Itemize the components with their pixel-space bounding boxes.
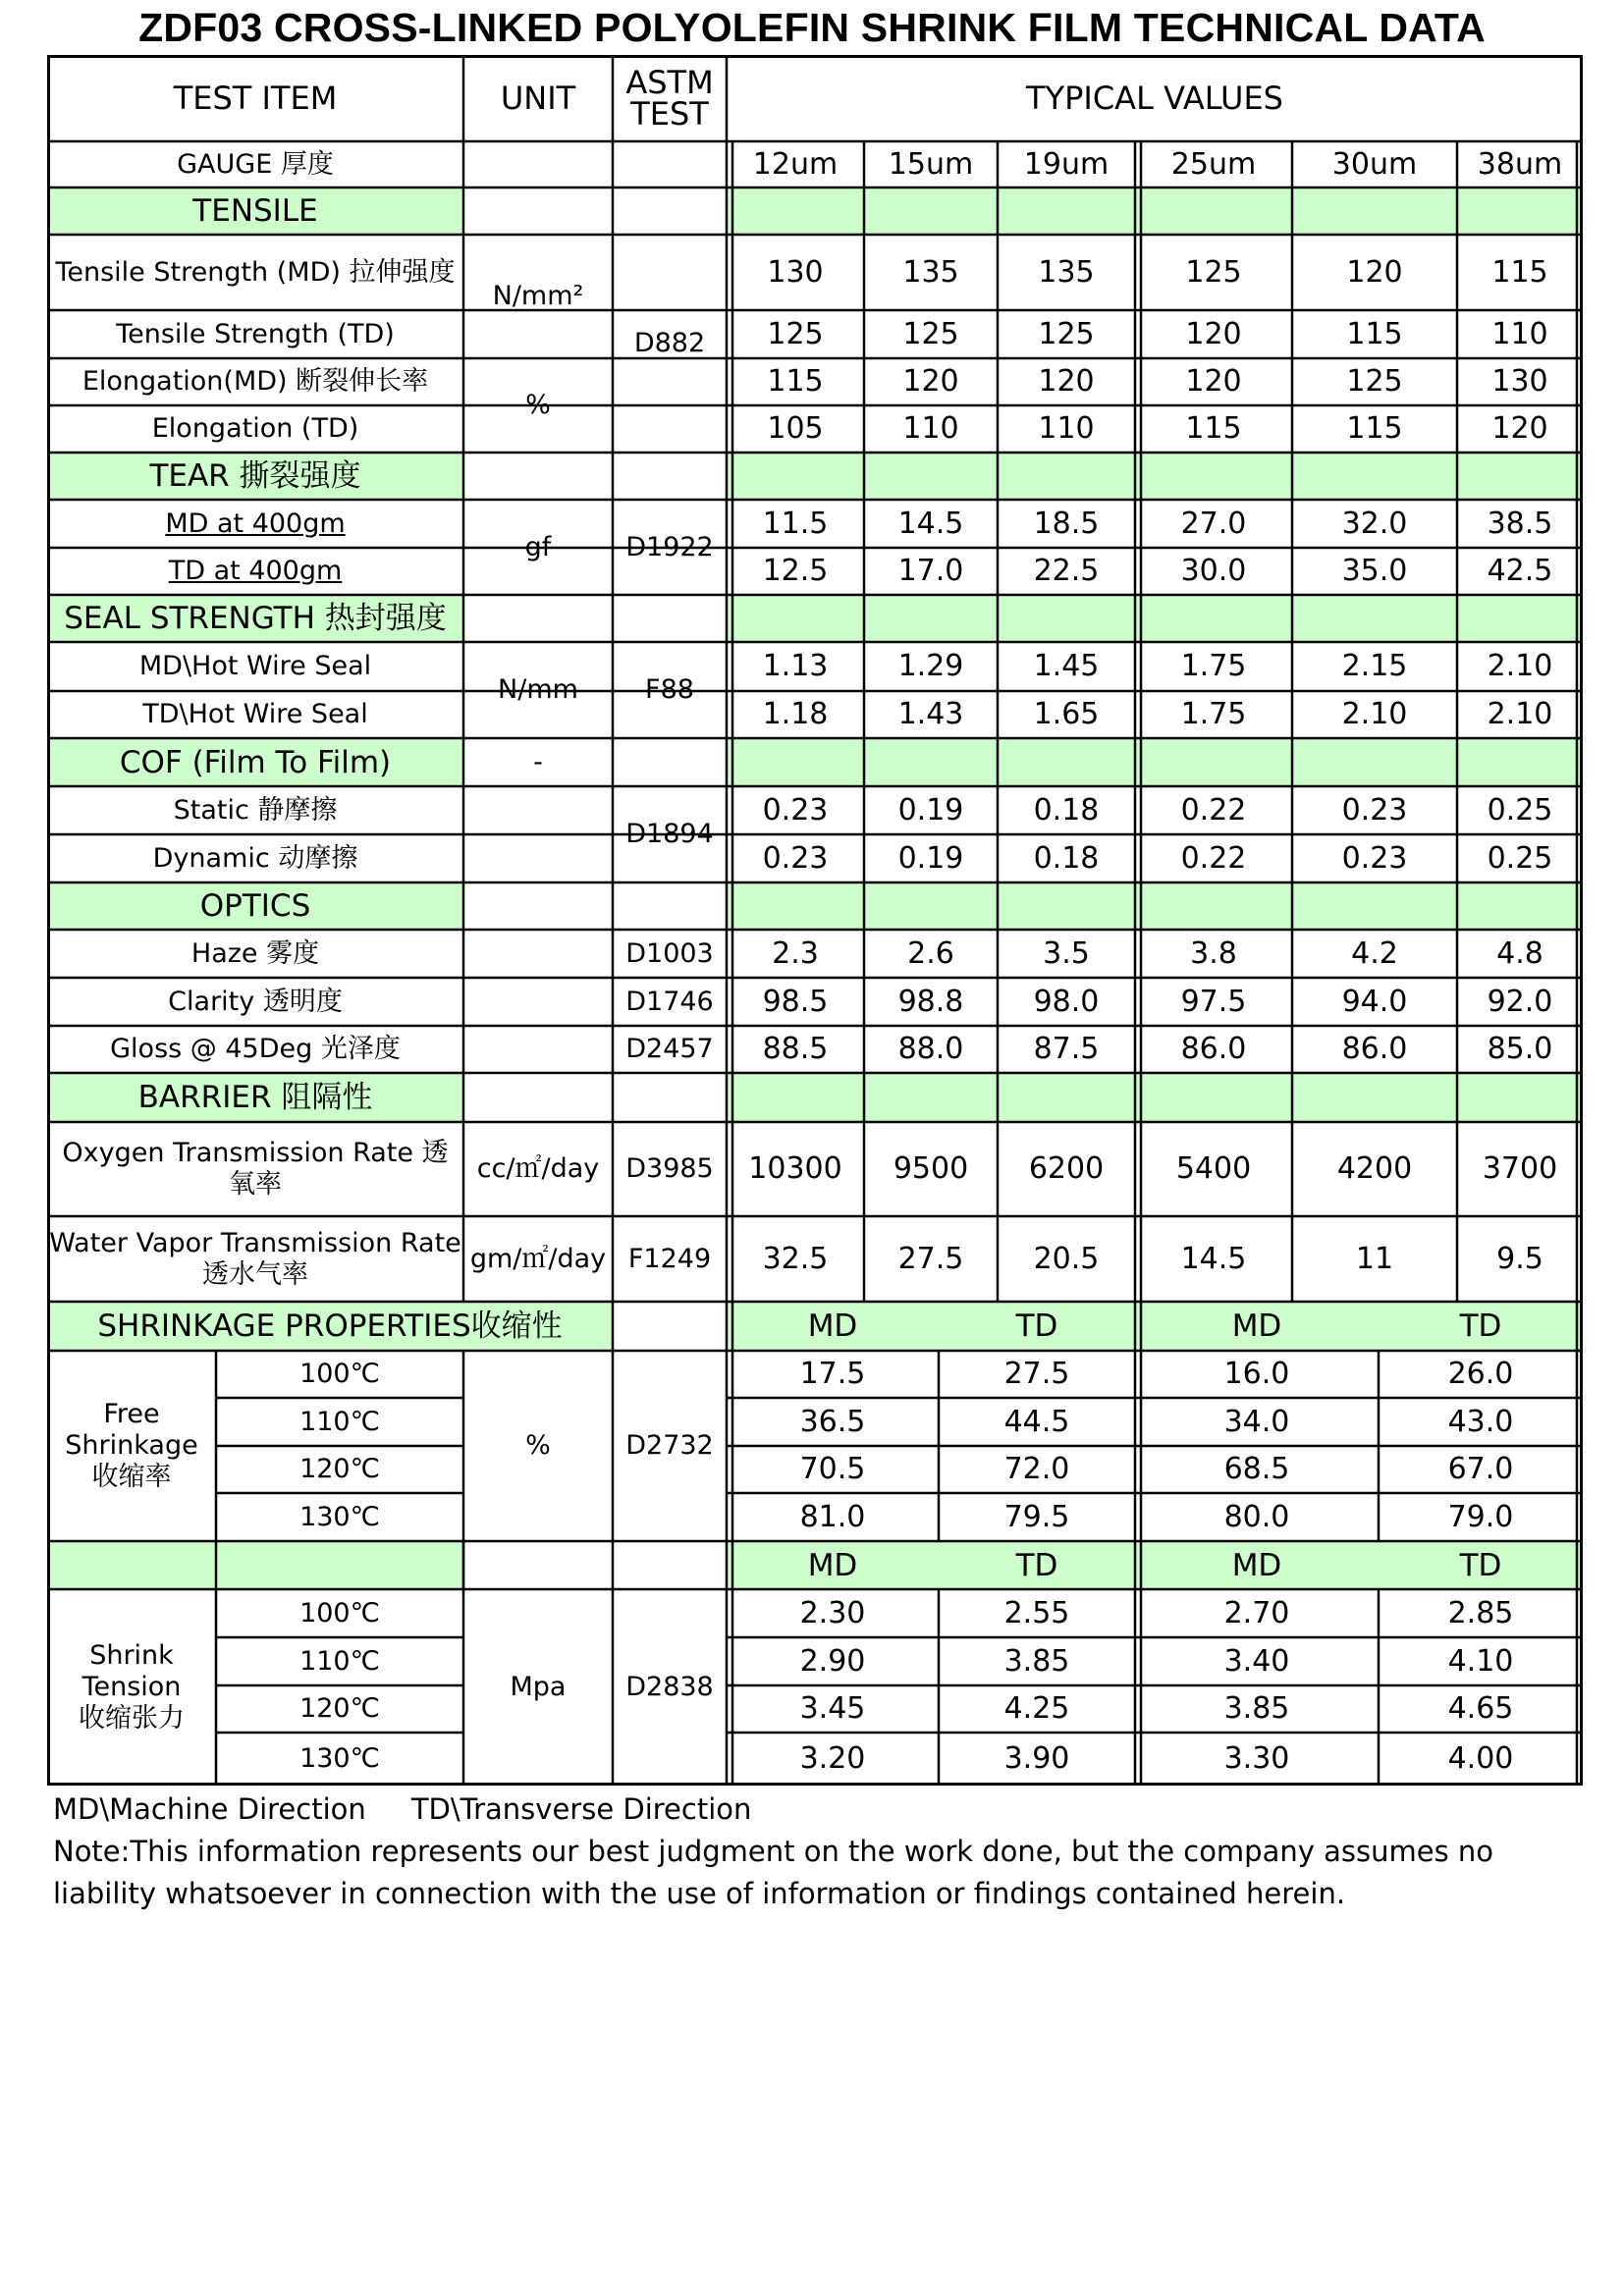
table-cell: 17.0 [897,554,964,588]
direction-header: MD [807,1547,858,1583]
table-cell: 125 [1185,254,1242,290]
table-cell: 3700 [1482,1151,1558,1186]
gauge-value: 15um [888,146,974,182]
table-cell: 4.65 [1447,1691,1514,1726]
temperature-label: 120℃ [299,1454,380,1484]
table-cell: 35.0 [1341,554,1408,588]
direction-header: MD [1231,1308,1282,1344]
table-cell: 14.5 [897,506,964,541]
table-cell: 1.43 [897,697,964,731]
table-cell: 0.23 [1341,792,1408,828]
direction-header: TD [1015,1308,1058,1344]
row-label: MD at 400gm [165,507,346,539]
table-cell: 110 [902,411,959,446]
gauge-value: 12um [752,146,839,182]
table-cell: 0.19 [897,792,964,828]
table-cell: 43.0 [1447,1404,1514,1439]
table-cell: 1.65 [1033,697,1100,731]
temperature-label: 100℃ [299,1359,380,1389]
row-label: Water Vapor Transmission Rate 透水气率 [49,1227,461,1290]
unit-elongation: % [525,390,551,420]
table-cell: 10300 [748,1151,842,1186]
section-tear: TEAR 撕裂强度 [149,458,361,494]
table-cell: 2.6 [907,935,954,971]
unit-shrink-tension: Mpa [510,1672,567,1702]
section-cof: COF (Film To Film) [119,744,392,780]
table-cell: 120 [1185,316,1242,351]
table-cell: 3.40 [1223,1643,1290,1679]
direction-legend: MD\Machine Direction TD\Transverse Direction [53,1792,752,1826]
table-cell: 4.8 [1496,935,1543,971]
astm-barrier: D3985 [625,1153,714,1184]
table-cell: 1.13 [762,649,829,683]
table-cell: 4200 [1336,1151,1413,1186]
table-cell: 34.0 [1223,1404,1290,1439]
gauge-label: GAUGE 厚度 [177,148,334,180]
astm-seal: F88 [645,674,694,705]
table-cell: 85.0 [1487,1032,1553,1066]
table-cell: 87.5 [1033,1032,1100,1066]
table-cell: 72.0 [1003,1452,1070,1486]
table-cell: 2.10 [1341,697,1408,731]
table-cell: 11.5 [762,506,829,541]
table-cell: 120 [902,364,959,399]
table-cell: 98.8 [897,984,964,1019]
row-label: Haze 雾度 [190,937,320,969]
row-label: Elongation(MD) 断裂伸长率 [81,366,429,397]
table-cell: 18.5 [1033,506,1100,541]
table-cell: 26.0 [1447,1357,1514,1391]
table-cell: 105 [767,411,824,446]
table-cell: 0.23 [762,792,829,828]
temperature-label: 110℃ [299,1645,380,1677]
section-tensile: TENSILE [192,193,318,229]
table-cell: 0.25 [1487,840,1553,876]
table-cell: 38.5 [1487,506,1553,541]
gauge-value: 19um [1023,146,1110,182]
astm-barrier: F1249 [627,1243,712,1274]
astm-shrink-tension: D2838 [625,1672,714,1702]
table-cell: 44.5 [1003,1404,1070,1439]
footer [53,1789,1585,1915]
header-unit: UNIT [500,80,576,117]
table-cell: 3.30 [1223,1741,1290,1776]
row-label: TD at 400gm [168,556,343,586]
table-cell: 2.55 [1003,1595,1070,1630]
table-cell: 120 [1491,411,1548,446]
header-astm-test: ASTM TEST [625,64,714,133]
table-cell: 1.29 [897,649,964,683]
table-cell: 86.0 [1341,1032,1408,1066]
table-cell: 125 [767,316,824,351]
table-cell: 110 [1038,411,1095,446]
unit-tensile: N/mm² [492,281,584,311]
direction-header: MD [807,1308,858,1344]
direction-header: TD [1015,1547,1058,1583]
table-cell: 9.5 [1496,1241,1543,1276]
table-cell: 27.5 [897,1241,964,1276]
table-cell: 2.85 [1447,1595,1514,1630]
unit-seal: N/mm [498,674,578,705]
temperature-label: 110℃ [299,1406,380,1437]
shrink-tension-label: Shrink Tension 收缩张力 [79,1640,185,1734]
astm-cof: D1894 [625,819,714,849]
section-optics: OPTICS [199,888,311,924]
table-cell: 115 [1185,411,1242,446]
table-cell: 130 [1491,364,1548,399]
row-label: Clarity 透明度 [168,986,343,1017]
section-barrier: BARRIER 阻隔性 [137,1080,373,1115]
direction-header: MD [1231,1547,1282,1583]
table-cell: 0.22 [1180,792,1247,828]
table-cell: 125 [1038,316,1095,351]
astm-tensile: D882 [633,328,706,358]
table-cell: 0.18 [1033,792,1100,828]
table-cell: 4.00 [1447,1741,1514,1776]
table-cell: 0.23 [1341,840,1408,876]
row-label: Tensile Strength (MD) 拉伸强度 [55,256,456,288]
table-cell: 2.70 [1223,1595,1290,1630]
unit-tear: gf [524,531,552,562]
header-test-item: TEST ITEM [173,80,338,117]
technical-data-table [47,55,1583,1786]
table-cell: 125 [902,316,959,351]
table-cell: 1.45 [1033,649,1100,683]
table-cell: 2.30 [799,1595,866,1630]
table-cell: 115 [767,364,824,399]
section-shrinkage: SHRINKAGE PROPERTIES收缩性 [97,1308,563,1344]
disclaimer-note: Note:This information represents our best judgment on the work done, but the company assumes no liability whatsoever in connection with the use of information or findings contained herein. [53,1835,1494,1910]
gauge-value: 30um [1331,146,1418,182]
table-cell: 98.5 [762,984,829,1019]
table-cell: 3.85 [1003,1643,1070,1679]
astm-optics: D1746 [625,986,714,1017]
header-typical-values: TYPICAL VALUES [1026,80,1283,117]
free-shrinkage-label: Free Shrinkage 收缩率 [65,1399,198,1492]
table-cell: 32.5 [762,1241,829,1276]
astm-free-shrinkage: D2732 [625,1430,714,1461]
gauge-value: 38um [1477,146,1563,182]
table-cell: 0.22 [1180,840,1247,876]
row-label: Static 静摩擦 [173,794,338,826]
table-cell: 0.19 [897,840,964,876]
table-cell: 80.0 [1223,1499,1290,1534]
table-cell: 12.5 [762,554,829,588]
table-cell: 0.25 [1487,792,1553,828]
row-label: Dynamic 动摩擦 [152,842,358,874]
table-cell: 0.23 [762,840,829,876]
row-label: Oxygen Transmission Rate 透氧率 [62,1138,449,1200]
table-cell: 17.5 [799,1357,866,1391]
direction-header: TD [1459,1547,1502,1583]
table-cell: 5400 [1175,1151,1252,1186]
table-cell: 2.15 [1341,649,1408,683]
section-seal: SEAL STRENGTH 热封强度 [64,601,447,636]
table-cell: 3.90 [1003,1741,1070,1776]
table-cell: 16.0 [1223,1357,1290,1391]
row-label: Elongation (TD) [151,413,359,444]
table-cell: 27.0 [1180,506,1247,541]
astm-tear: D1922 [625,531,714,562]
table-cell: 97.5 [1180,984,1247,1019]
table-cell: 27.5 [1003,1357,1070,1391]
table-cell: 2.10 [1487,697,1553,731]
table-cell: 120 [1346,254,1403,290]
table-cell: 68.5 [1223,1452,1290,1486]
table-cell: 79.0 [1447,1499,1514,1534]
table-cell: 3.8 [1190,935,1237,971]
table-cell: 42.5 [1487,554,1553,588]
direction-header: TD [1459,1308,1502,1344]
table-cell: 4.10 [1447,1643,1514,1679]
table-cell: 115 [1346,316,1403,351]
astm-optics: D1003 [625,937,714,969]
table-cell: 67.0 [1447,1452,1514,1486]
table-cell: 32.0 [1341,506,1408,541]
table-cell: 1.75 [1180,697,1247,731]
table-cell: 0.18 [1033,840,1100,876]
table-cell: 3.45 [799,1691,866,1726]
gauge-value: 25um [1170,146,1257,182]
table-cell: 9500 [893,1151,969,1186]
table-cell: 120 [1185,364,1242,399]
table-cell: 79.5 [1003,1499,1070,1534]
table-gridlines [47,55,1583,1786]
temperature-label: 130℃ [299,1743,380,1774]
table-cell: 86.0 [1180,1032,1247,1066]
unit-free-shrinkage: % [525,1430,551,1461]
row-label: Tensile Strength (TD) [116,318,395,349]
temperature-label: 130℃ [299,1501,380,1532]
table-cell: 120 [1038,364,1095,399]
table-cell: 94.0 [1341,984,1408,1019]
table-cell: 36.5 [799,1404,866,1439]
unit-barrier: gm/㎡/day [469,1243,607,1274]
table-cell: 3.5 [1043,935,1090,971]
table-cell: 98.0 [1033,984,1100,1019]
table-cell: 110 [1491,316,1548,351]
table-cell: 1.75 [1180,649,1247,683]
table-cell: 4.25 [1003,1691,1070,1726]
table-cell: 20.5 [1033,1241,1100,1276]
row-label: MD\Hot Wire Seal [138,651,372,681]
table-cell: 135 [902,254,959,290]
table-cell: 11 [1355,1241,1394,1276]
document-title: ZDF03 CROSS-LINKED POLYOLEFIN SHRINK FILM TECHNICAL DATA [138,5,1486,50]
temperature-label: 120℃ [299,1693,380,1724]
table-cell: 115 [1346,411,1403,446]
table-cell: 70.5 [799,1452,866,1486]
table-cell: 22.5 [1033,554,1100,588]
table-cell: 2.3 [772,935,819,971]
row-label: Gloss @ 45Deg 光泽度 [110,1034,401,1064]
table-cell: 6200 [1028,1151,1105,1186]
table-cell: 14.5 [1180,1241,1247,1276]
unit-cof: - [533,746,543,777]
table-cell: 135 [1038,254,1095,290]
table-cell: 115 [1491,254,1548,290]
table-cell: 92.0 [1487,984,1553,1019]
table-cell: 125 [1346,364,1403,399]
row-label: TD\Hot Wire Seal [142,699,368,729]
table-cell: 2.90 [799,1643,866,1679]
table-cell: 81.0 [799,1499,866,1534]
table-cell: 3.85 [1223,1691,1290,1726]
table-cell: 3.20 [799,1741,866,1776]
table-cell: 88.5 [762,1032,829,1066]
table-cell: 30.0 [1180,554,1247,588]
temperature-label: 100℃ [299,1597,380,1629]
astm-optics: D2457 [625,1034,714,1064]
unit-barrier: cc/㎡/day [476,1153,600,1184]
table-cell: 4.2 [1351,935,1398,971]
table-cell: 130 [767,254,824,290]
table-cell: 1.18 [762,697,829,731]
table-cell: 88.0 [897,1032,964,1066]
table-cell: 2.10 [1487,649,1553,683]
